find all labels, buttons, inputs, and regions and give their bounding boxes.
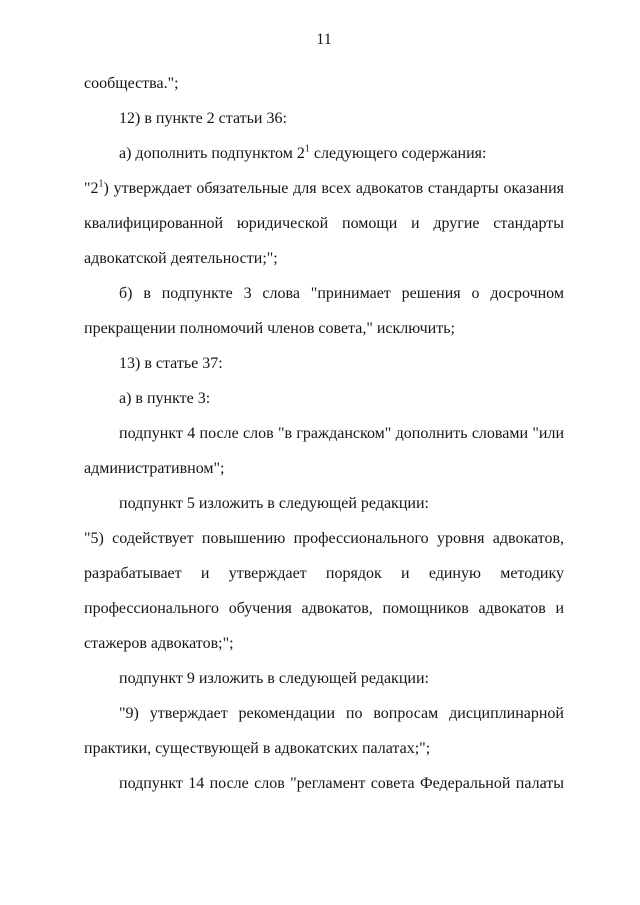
paragraph <box>84 486 564 521</box>
text-segment: административном"; <box>84 460 225 477</box>
text-segment: "9) утверждает рекомендации по вопросам дисциплинарной <box>119 705 564 722</box>
page-number: 11 <box>316 31 332 48</box>
paragraph <box>84 276 564 346</box>
text-segment: б) в подпункте 3 слова "принимает решения о досрочном <box>119 285 564 302</box>
text-segment: 12) в пункте 2 статьи 36: <box>119 110 287 127</box>
text-segment: подпункт 9 изложить в следующей редакции: <box>119 670 429 687</box>
text-line <box>84 416 564 451</box>
text-line <box>84 661 564 696</box>
text-segment: стажеров адвокатов;"; <box>84 635 234 652</box>
superscript-text: 1 <box>98 178 104 190</box>
superscript-text: 1 <box>304 143 310 155</box>
text-segment: квалифицированной юридической помощи и другие стандарты <box>84 215 564 232</box>
text-segment: подпункт 4 после слов "в гражданском" дополнить словами "или <box>119 425 564 442</box>
text-segment: сообщества."; <box>84 75 179 92</box>
text-line <box>84 66 564 101</box>
text-segment: разрабатывает и утверждает порядок и единую методику <box>84 565 564 582</box>
text-line <box>84 241 564 276</box>
text-line <box>84 381 564 416</box>
text-segment: "2 <box>84 180 99 197</box>
text-segment: а) дополнить подпунктом 2 <box>119 145 305 162</box>
text-segment: ) утверждает обязательные для всех адвокатов стандарты оказания <box>103 180 564 197</box>
text-line <box>84 451 564 486</box>
text-line <box>84 276 564 311</box>
text-line <box>84 696 564 731</box>
text-line <box>84 766 564 801</box>
text-line <box>84 311 564 346</box>
text-line <box>84 626 564 661</box>
paragraph <box>84 766 564 801</box>
paragraph <box>84 136 564 171</box>
text-segment: практики, существующей в адвокатских палатах;"; <box>84 740 431 757</box>
text-segment: адвокатской деятельности;"; <box>84 250 278 267</box>
paragraph <box>84 66 564 101</box>
text-line <box>84 556 564 591</box>
text-line <box>84 171 564 206</box>
paragraph <box>84 101 564 136</box>
text-segment: профессионального обучения адвокатов, помощников адвокатов и <box>84 600 564 617</box>
text-segment: прекращении полномочий членов совета," исключить; <box>84 320 455 337</box>
paragraph <box>84 696 564 766</box>
text-segment: подпункт 5 изложить в следующей редакции: <box>119 495 429 512</box>
text-line <box>84 486 564 521</box>
text-line <box>84 346 564 381</box>
text-segment: следующего содержания: <box>309 145 487 162</box>
text-line <box>84 521 564 556</box>
text-line <box>84 101 564 136</box>
text-segment: а) в пункте 3: <box>119 390 211 407</box>
paragraph <box>84 661 564 696</box>
text-line <box>84 136 564 171</box>
text-segment: подпункт 14 после слов "регламент совета Федеральной палаты <box>119 775 564 792</box>
paragraph <box>84 381 564 416</box>
text-line <box>84 591 564 626</box>
paragraph <box>84 521 564 661</box>
paragraph <box>84 416 564 486</box>
document-body <box>84 66 564 801</box>
text-segment: "5) содействует повышению профессионального уровня адвокатов, <box>84 530 564 547</box>
paragraph <box>84 346 564 381</box>
paragraph <box>84 171 564 276</box>
text-line <box>84 731 564 766</box>
text-segment: 13) в статье 37: <box>119 355 223 372</box>
text-line <box>84 206 564 241</box>
